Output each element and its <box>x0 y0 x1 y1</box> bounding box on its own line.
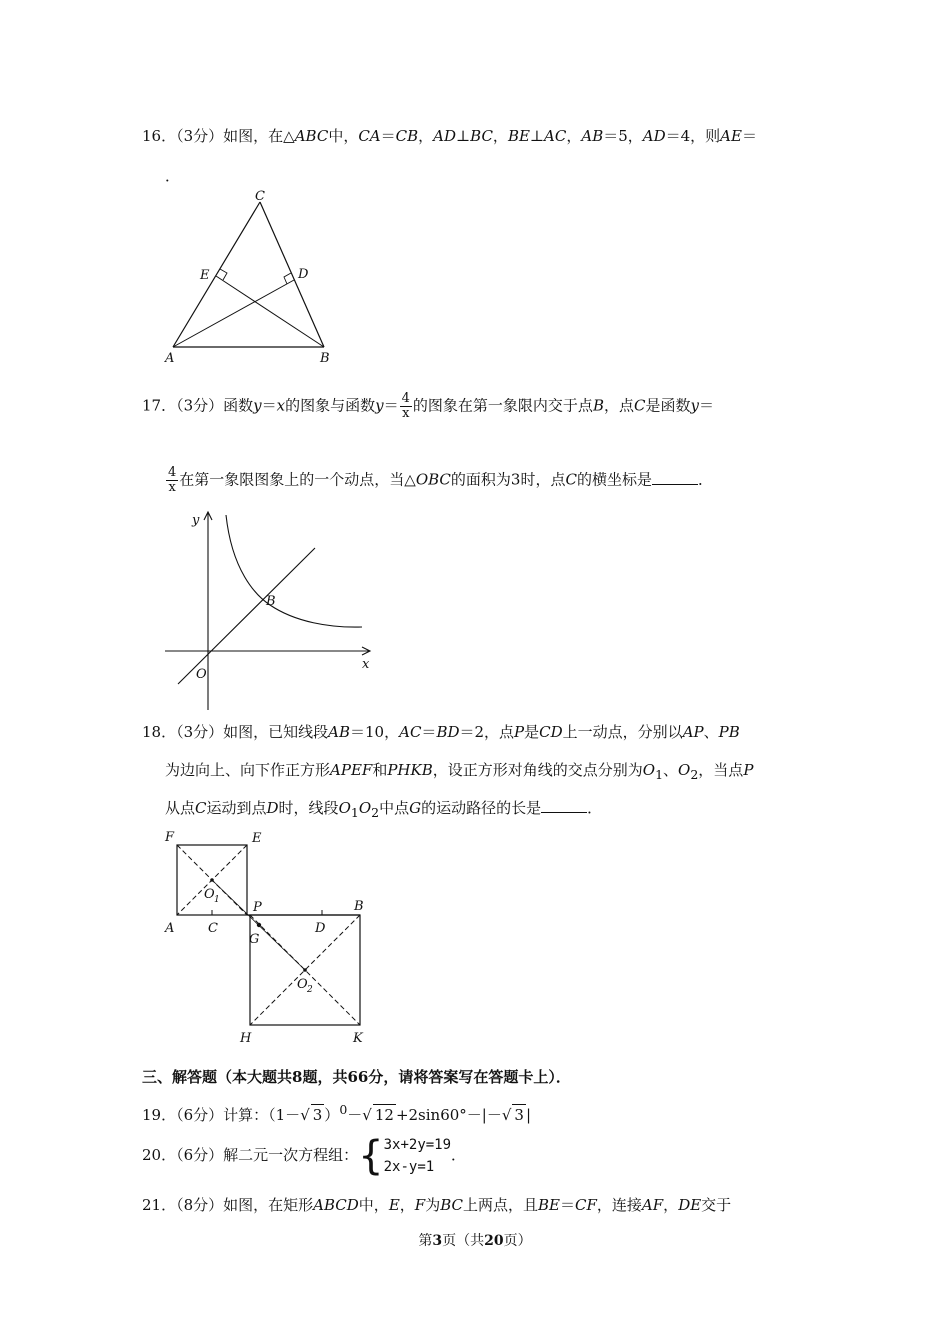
q17-text: ，点 <box>603 396 634 415</box>
q18-text: 和 <box>372 761 388 779</box>
label-b: B <box>320 351 330 366</box>
right-angle-e <box>220 269 227 280</box>
label-e: E <box>200 268 210 283</box>
q18-text: 的运动路径的长是 <box>421 799 542 817</box>
label-c: C <box>208 921 218 936</box>
q18-text: 、 <box>663 761 679 779</box>
footer-text: 第 <box>418 1233 433 1249</box>
q18-var: PB <box>718 723 740 741</box>
q19-radicand: 3 <box>514 1106 524 1124</box>
q16-bc: BC <box>470 127 493 145</box>
q18-squares-figure <box>160 828 380 1048</box>
q18-var: APEF <box>330 761 373 779</box>
q21-text: ，连接 <box>596 1196 642 1214</box>
q16-line2 <box>165 166 180 186</box>
q18-var: CD <box>539 723 563 741</box>
q16-tail: ． <box>165 167 181 185</box>
q21-text: 上两点，且 <box>463 1196 539 1214</box>
side-ac <box>173 202 260 347</box>
label-o2-sub: 2 <box>307 985 313 995</box>
equation-1: 3x+2y=19 <box>383 1137 452 1153</box>
q16-sep: ， <box>492 127 508 145</box>
label-e: E <box>252 831 262 846</box>
q18-text: 中点 <box>379 799 410 817</box>
q18-number: 18． <box>142 723 177 741</box>
q19-score: （6分） <box>176 1106 224 1124</box>
q17-var: C <box>633 396 646 415</box>
point-g <box>257 923 261 927</box>
q21-text: 如图，在矩形 <box>223 1196 314 1214</box>
q21-var: AF <box>641 1196 664 1214</box>
label-a: A <box>165 921 175 936</box>
q16-line1 <box>142 126 757 146</box>
q17-line1 <box>142 392 714 421</box>
q18-var: O <box>678 761 691 779</box>
q16-perp: ⊥ <box>456 127 471 145</box>
q17-var: y <box>375 396 384 415</box>
q18-text: 为边向上、向下作正方形 <box>165 761 331 779</box>
q18-var: PHKB <box>387 761 433 779</box>
q16-ca: CA <box>358 127 381 145</box>
q18-var: G <box>409 799 422 817</box>
q18-text: 时，线段 <box>278 799 339 817</box>
q16-triangle-figure <box>160 190 350 365</box>
q17-fraction-2 <box>166 466 178 495</box>
section-heading: 三、解答题（本大题共8题，共66分，请将答案写在答题卡上）． <box>142 1068 571 1086</box>
label-d: D <box>315 921 326 936</box>
q21-text: ， <box>663 1196 679 1214</box>
q18-sub: 2 <box>690 767 699 782</box>
q18-text: ． <box>587 799 603 817</box>
q17-eq: ＝ <box>698 396 714 415</box>
answer-blank <box>541 798 587 813</box>
q17-line2 <box>165 466 713 495</box>
sqrt-icon: √ <box>501 1106 512 1124</box>
q17-var: y <box>253 396 262 415</box>
q19-text: ） <box>324 1106 340 1124</box>
footer-text: 页（共 <box>442 1233 485 1249</box>
q21-text: ， <box>399 1196 415 1214</box>
label-y: y <box>192 513 200 528</box>
equation-system <box>384 1134 451 1178</box>
label-k: K <box>353 1031 363 1046</box>
equation-2: 2x-y=1 <box>383 1159 435 1175</box>
q17-eq: ＝ <box>261 396 277 415</box>
q16-ad: AD <box>433 127 457 145</box>
q16-cb: CB <box>395 127 419 145</box>
q16-sep: ， <box>566 127 582 145</box>
footer-text: 页） <box>503 1233 532 1249</box>
label-p: P <box>253 900 262 915</box>
q18-text: ，设正方形对角线的交点分别为 <box>432 761 643 779</box>
q18-var: P <box>514 723 525 741</box>
total-pages: 20 <box>484 1233 504 1249</box>
label-b: B <box>354 899 364 914</box>
label-c: C <box>255 189 265 204</box>
q16-score: （3分） <box>176 127 224 145</box>
q21-var: ABCD <box>313 1196 359 1214</box>
hyperbola <box>226 515 362 627</box>
side-bc <box>260 202 324 347</box>
frac-den: x <box>402 406 410 421</box>
q18-sub: 2 <box>371 805 380 820</box>
q21-text: ＝ <box>560 1196 576 1214</box>
q17-var: OBC <box>415 470 451 489</box>
q17-fraction <box>400 392 412 421</box>
q18-var: O <box>338 799 351 817</box>
q21-text: 为 <box>425 1196 441 1214</box>
q16-ad-val: ＝4，则 <box>665 127 721 145</box>
q17-eq: ＝ <box>383 396 399 415</box>
q18-var: P <box>743 761 754 779</box>
sqrt-icon: √ <box>300 1106 310 1124</box>
q19-text: － <box>347 1106 363 1124</box>
q18-text: 运动到点 <box>206 799 267 817</box>
point-o2 <box>303 968 307 972</box>
frac-den: x <box>168 480 176 495</box>
label-g: G <box>249 932 260 947</box>
q21-var: BE <box>538 1196 560 1214</box>
label-f: F <box>165 830 175 845</box>
q17-text: 的面积为3时，点 <box>450 470 566 489</box>
q18-line1 <box>142 722 740 742</box>
frac-num: 4 <box>401 391 410 406</box>
q21-var: DE <box>678 1196 702 1214</box>
q21-var: E <box>388 1196 400 1214</box>
q16-sep: ， <box>418 127 434 145</box>
q18-text: 、 <box>703 723 719 741</box>
q19-radicand: 12 <box>374 1106 394 1124</box>
q17-var: y <box>690 396 699 415</box>
q17-text: 的图象在第一象限内交于点 <box>412 396 593 415</box>
q19-number: 19． <box>142 1106 177 1124</box>
q16-ab: AB <box>581 127 604 145</box>
label-o: O <box>196 667 207 682</box>
q17-number: 17． <box>142 396 177 415</box>
q19-text: | <box>525 1106 532 1124</box>
answer-blank <box>652 470 698 485</box>
label-b: B <box>266 594 276 609</box>
label-o1-sub: 1 <box>214 895 220 905</box>
q20-text: 解二元一次方程组： <box>223 1146 359 1164</box>
q18-text: 如图，已知线段 <box>223 723 329 741</box>
q18-text: ，当点 <box>698 761 744 779</box>
q21-var: BC <box>440 1196 463 1214</box>
line-y-eq-x <box>178 548 315 684</box>
q20-score: （6分） <box>176 1146 224 1164</box>
q17-text: 在第一象限图象上的一个动点，当△ <box>179 470 416 489</box>
q18-var: AP <box>682 723 704 741</box>
sqrt-icon: √ <box>362 1106 372 1124</box>
q16-text: 中， <box>328 127 359 145</box>
q21-var: F <box>414 1196 426 1214</box>
q16-eq: ＝ <box>380 127 396 145</box>
q16-ac: AC <box>544 127 567 145</box>
q17-var: B <box>592 396 604 415</box>
label-x: x <box>362 657 370 672</box>
q19-radicand: 3 <box>312 1106 323 1124</box>
q21-text: 交于 <box>701 1196 732 1214</box>
label-o1: O <box>204 887 215 902</box>
q18-var: C <box>195 799 207 817</box>
q19-exp: 0 <box>339 1102 348 1117</box>
q18-text: ＝10， <box>350 723 400 741</box>
label-a: A <box>165 351 175 366</box>
q17-text: 是函数 <box>645 396 691 415</box>
q21-score: （8分） <box>176 1196 224 1214</box>
label-d: D <box>298 267 309 282</box>
q18-score: （3分） <box>176 723 224 741</box>
q18-var: D <box>266 799 279 817</box>
q17-text: 函数 <box>223 396 254 415</box>
q17-text: 的图象与函数 <box>285 396 376 415</box>
q16-perp: ⊥ <box>529 127 545 145</box>
segment-ad <box>173 280 294 347</box>
q16-ae: AE <box>720 127 742 145</box>
q17-var: x <box>276 396 286 415</box>
q17-text: ． <box>697 470 713 489</box>
page-number: 3 <box>432 1233 443 1249</box>
q16-number: 16． <box>142 127 177 145</box>
q17-graph-figure <box>160 510 380 710</box>
q18-text: 上一动点，分别以 <box>562 723 683 741</box>
q17-text: 的横坐标是 <box>576 470 652 489</box>
q16-abc: ABC <box>294 127 329 145</box>
q18-text: ＝2，点 <box>459 723 515 741</box>
label-o2: O <box>297 977 308 992</box>
label-h: H <box>240 1031 252 1046</box>
q21-number: 21． <box>142 1196 177 1214</box>
q16-be: BE <box>507 127 530 145</box>
q18-var: BD <box>436 723 460 741</box>
q21-line <box>142 1195 731 1215</box>
q16-text: 如图，在△ <box>223 127 295 145</box>
brace-icon: { <box>358 1133 384 1179</box>
q18-text: 从点 <box>165 799 196 817</box>
q18-text: ＝ <box>421 723 437 741</box>
q18-var: O <box>642 761 656 779</box>
point-o1 <box>210 878 214 882</box>
q20-number: 20． <box>142 1146 177 1164</box>
q16-ab-val: ＝5， <box>603 127 643 145</box>
frac-num: 4 <box>168 465 177 480</box>
q20-text: ． <box>451 1146 467 1164</box>
q18-sub: 1 <box>350 805 359 820</box>
q16-eq: ＝ <box>741 127 757 145</box>
q21-text: 中， <box>358 1196 389 1214</box>
q16-ad: AD <box>642 127 666 145</box>
q21-var: CF <box>575 1196 597 1214</box>
q17-score: （3分） <box>176 396 224 415</box>
q18-sub: 1 <box>655 767 664 782</box>
q19-text: 计算：（1－ <box>223 1106 301 1124</box>
q18-var: AC <box>399 723 422 741</box>
page-footer <box>0 1230 950 1250</box>
q18-text: 是 <box>524 723 540 741</box>
q17-var: C <box>565 470 577 489</box>
q18-line3 <box>165 798 602 823</box>
q20-line <box>142 1132 466 1178</box>
q18-var: O <box>358 799 372 817</box>
q18-var: AB <box>328 723 351 741</box>
q19-text: +2sin60°－|－ <box>395 1106 502 1124</box>
q18-line2 <box>165 760 753 785</box>
q19-line <box>142 1100 531 1125</box>
